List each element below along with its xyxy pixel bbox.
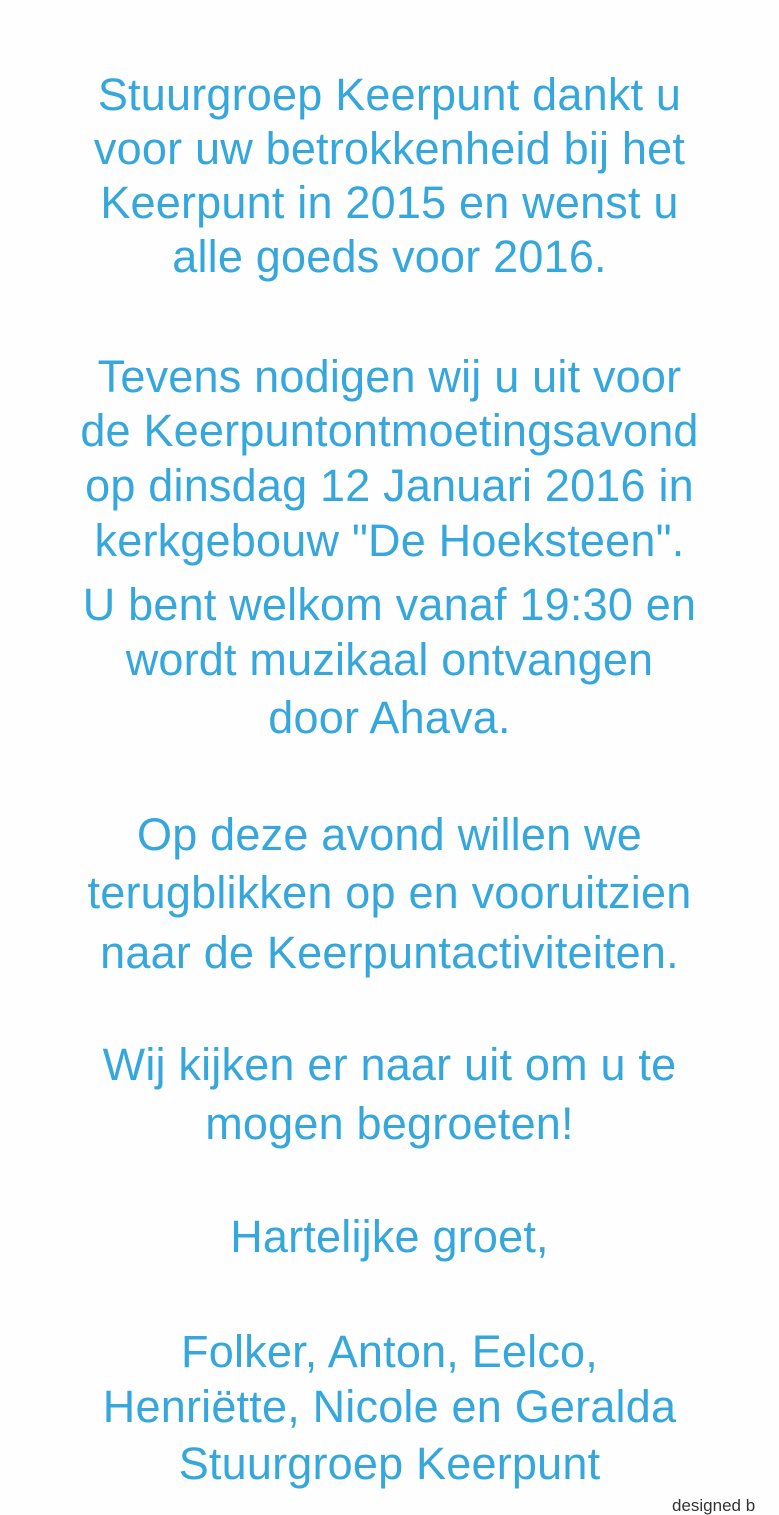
paragraph-invite-line-7: door Ahava. (268, 692, 511, 743)
paragraph-welcome-line-1: Wij kijken er naar uit om u te (102, 1039, 677, 1090)
paragraph-thanks-line-1: Stuurgroep Keerpunt dankt u (97, 69, 682, 120)
paragraph-invite-line-2: de Keerpuntontmoetingsavond (80, 405, 699, 456)
paragraph-invite-line-3: op dinsdag 12 Januari 2016 in (85, 460, 694, 511)
paragraph-invite-line-5: U bent welkom vanaf 19:30 en (82, 579, 697, 630)
paragraph-thanks-line-4: alle goeds voor 2016. (172, 231, 607, 282)
paragraph-invite-line-4: kerkgebouw "De Hoeksteen". (94, 515, 685, 566)
paragraph-evening-line-3: naar de Keerpuntactiviteiten. (100, 927, 679, 978)
signature-line-3: Stuurgroep Keerpunt (178, 1438, 601, 1489)
signature-line-1: Folker, Anton, Eelco, (181, 1326, 598, 1377)
paragraph-evening-line-1: Op deze avond willen we (137, 809, 642, 860)
paragraph-thanks-line-2: voor uw betrokkenheid bij het (93, 123, 686, 174)
paragraph-invite-line-1: Tevens nodigen wij u uit voor (97, 351, 682, 402)
signature-line-2: Henriëtte, Nicole en Geralda (102, 1381, 677, 1432)
designer-credit: designed b (672, 1496, 756, 1515)
paragraph-thanks-line-3: Keerpunt in 2015 en wenst u (100, 177, 679, 228)
closing-greeting: Hartelijke groet, (230, 1211, 549, 1262)
paragraph-invite-line-6: wordt muzikaal ontvangen (125, 634, 654, 685)
paragraph-evening-line-2: terugblikken op en vooruitzien (87, 867, 692, 918)
paragraph-welcome-line-2: mogen begroeten! (205, 1098, 574, 1149)
